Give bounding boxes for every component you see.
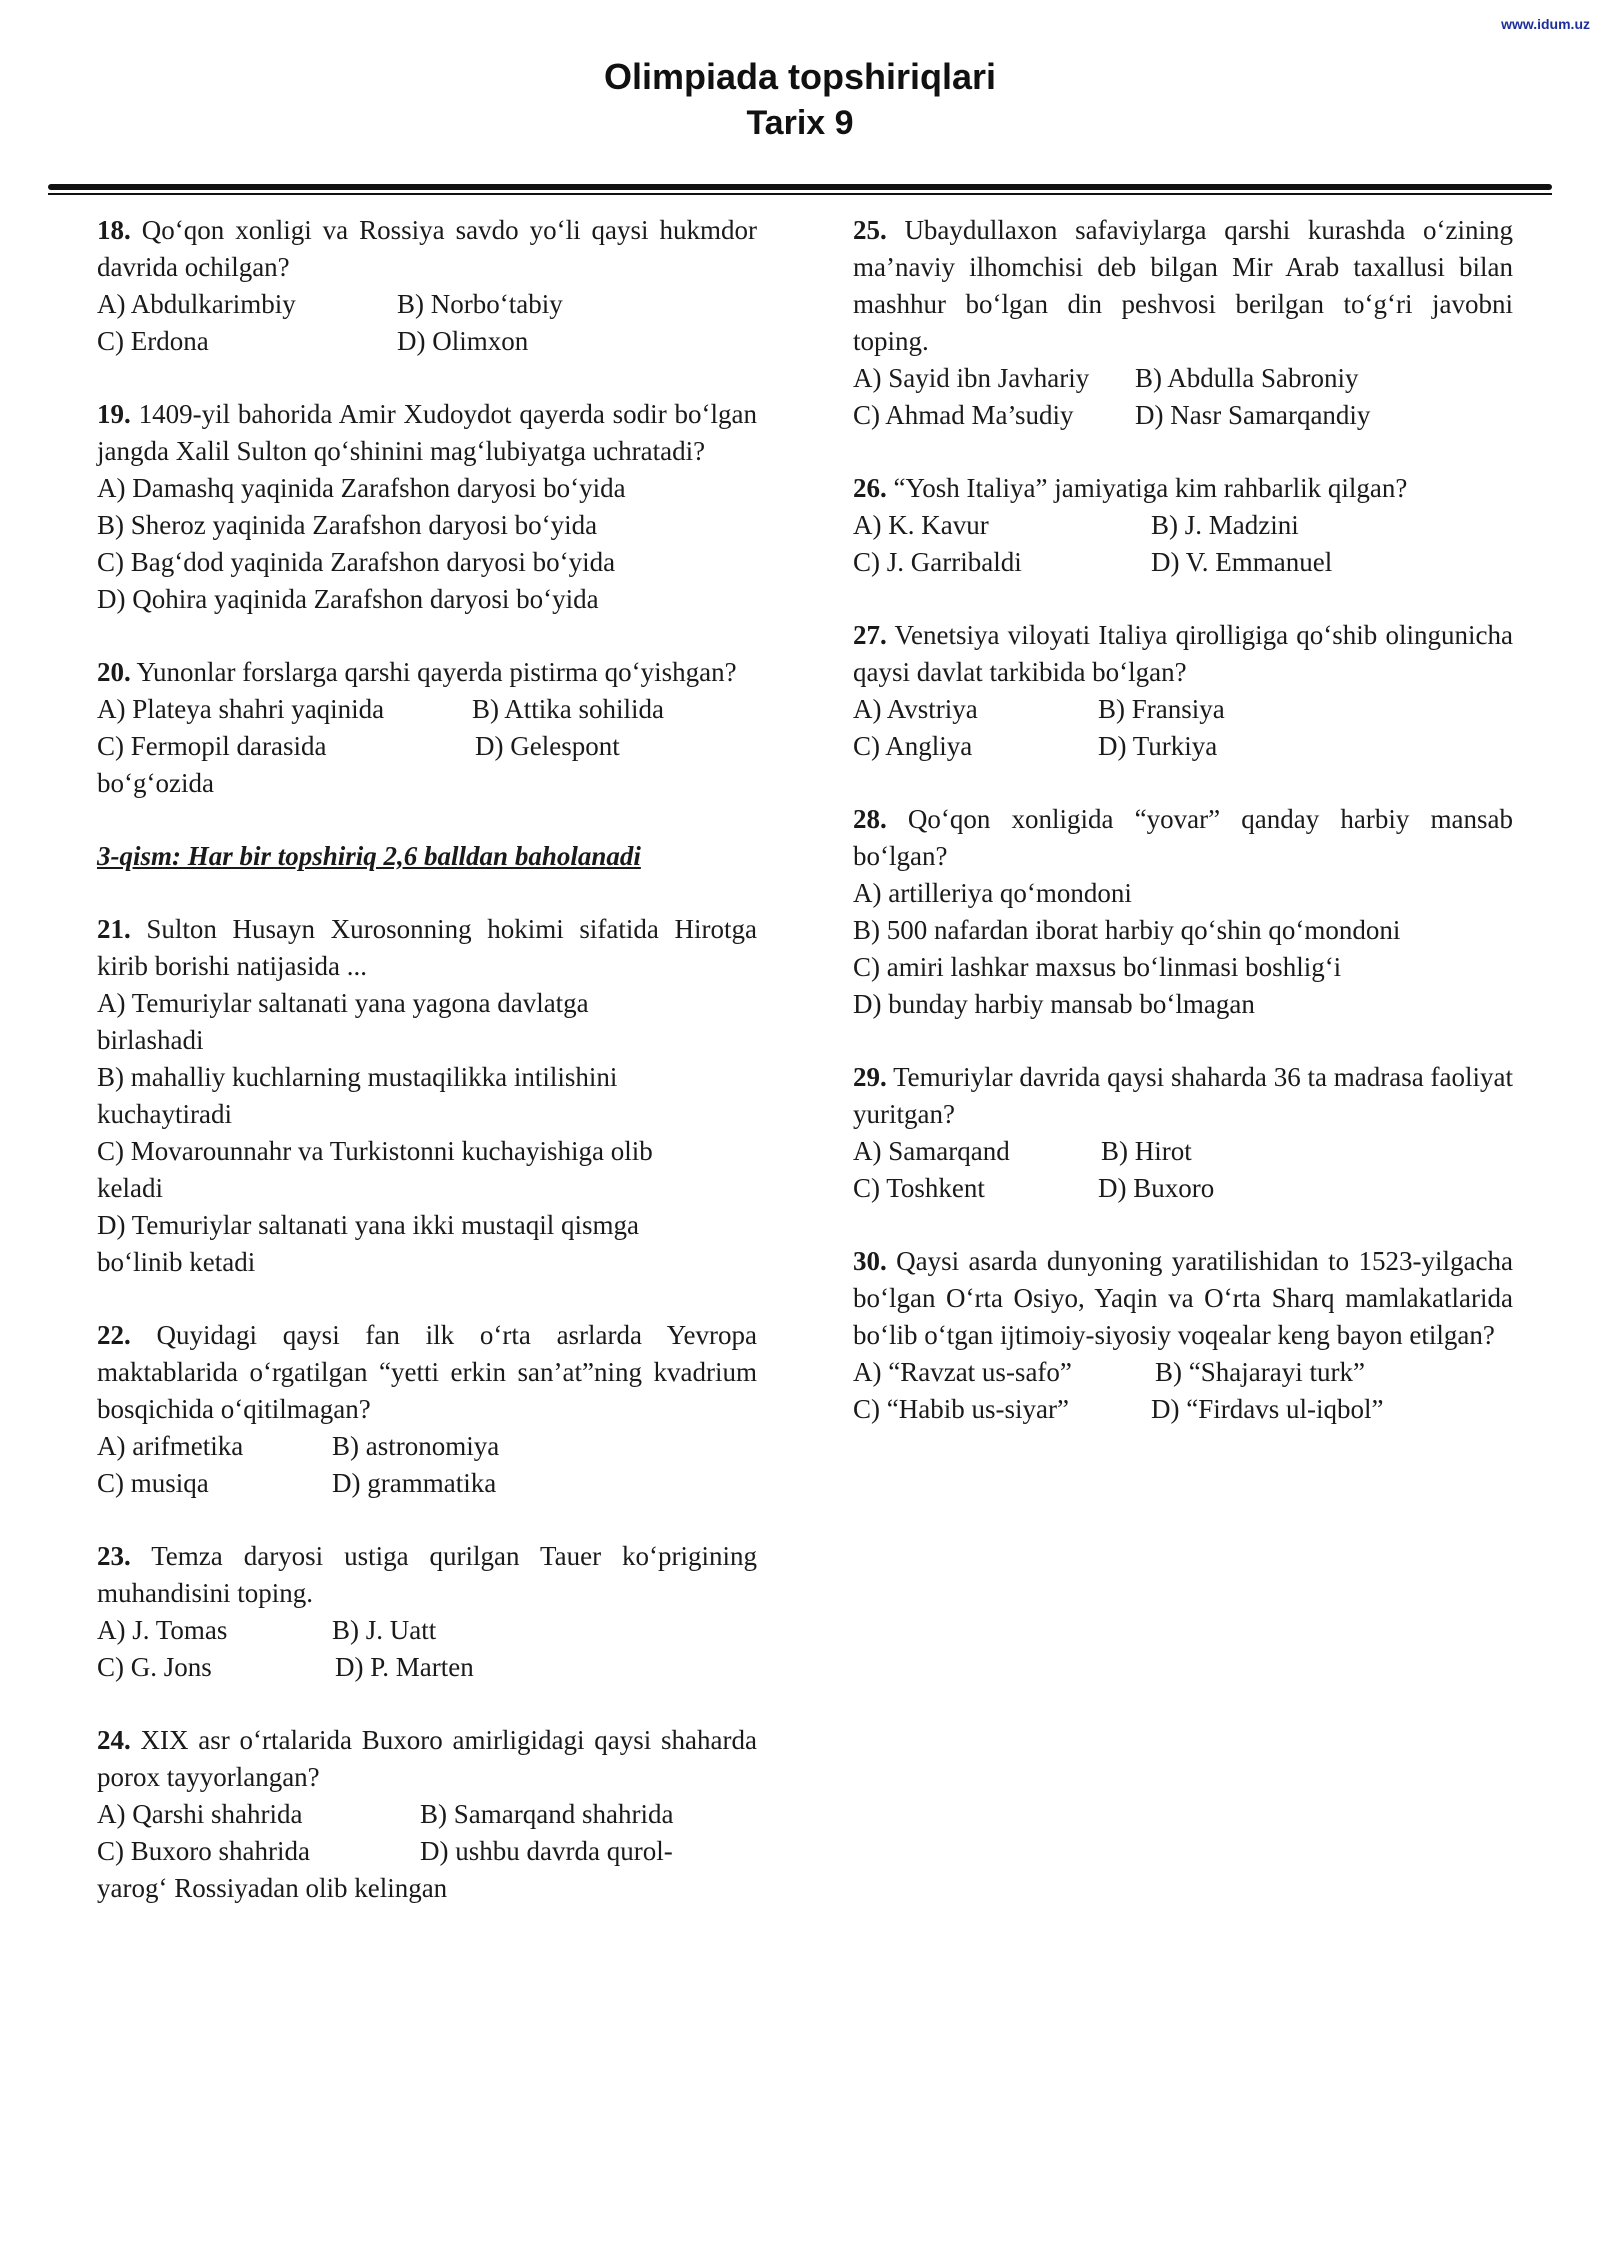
option-a: A) Avstriya (853, 694, 978, 724)
option-c: C) Ahmad Ma’sudiy (853, 400, 1074, 430)
option-b: B) Attika sohilida (472, 694, 664, 724)
question-number: 26. (853, 473, 887, 503)
question-number: 23. (97, 1541, 131, 1571)
option-a: A) Samarqand (853, 1136, 1010, 1166)
question-27 (853, 617, 1513, 765)
question-20 (97, 654, 757, 802)
question-text: Venetsiya viloyati Italiya qirolligiga qo‘shib olingunicha qaysi davlat tarkibida bo‘lgan? (853, 620, 1513, 687)
question-text: Qo‘qon xonligi va Rossiya savdo yo‘li qaysi hukmdor davrida ochilgan? (97, 215, 758, 282)
question-text: Temza daryosi ustiga qurilgan Tauer ko‘prigining muhandisini toping. (97, 1541, 757, 1608)
question-number: 21. (97, 914, 131, 944)
option-a: A) Plateya shahri yaqinida (97, 694, 385, 724)
question-24 (97, 1722, 757, 1907)
option-a: A) Damashq yaqinida Zarafshon daryosi bo‘yida (97, 473, 626, 503)
option-d: D) Olimxon (397, 326, 529, 356)
option-d: D) Buxoro (1098, 1173, 1215, 1203)
option-d: D) “Firdavs ul-iqbol” (1151, 1394, 1384, 1424)
option-b: B) Abdulla Sabroniy (1135, 363, 1359, 393)
section-heading: 3-qism: Har bir topshiriq 2,6 balldan baholanadi (97, 841, 641, 871)
option-b: B) Hirot (1101, 1136, 1192, 1166)
option-d: D) Temuriylar saltanati yana ikki mustaqil qismga bo‘linib ketadi (97, 1210, 639, 1277)
option-b: B) mahalliy kuchlarning mustaqilikka intilishini kuchaytiradi (97, 1062, 618, 1129)
option-c: C) Angliya (853, 731, 973, 761)
question-number: 18. (97, 215, 131, 245)
option-d-continued: bo‘g‘ozida (97, 768, 214, 798)
question-number: 20. (97, 657, 131, 687)
option-c: C) Bag‘dod yaqinida Zarafshon daryosi bo‘yida (97, 547, 616, 577)
option-b: B) 500 nafardan iborat harbiy qo‘shin qo‘mondoni (853, 915, 1401, 945)
question-number: 24. (97, 1725, 131, 1755)
page-subtitle: Tarix 9 (746, 104, 854, 142)
page-title: Olimpiada topshiriqlari (603, 56, 997, 97)
option-d: D) grammatika (332, 1468, 497, 1498)
option-a: A) K. Kavur (853, 510, 989, 540)
question-number: 25. (853, 215, 887, 245)
option-b: B) Samarqand shahrida (420, 1799, 674, 1829)
option-c: C) “Habib us-siyar” (853, 1394, 1069, 1424)
option-c: C) amiri lashkar maxsus bo‘linmasi boshlig‘i (853, 952, 1342, 982)
question-29 (853, 1059, 1513, 1207)
option-b: B) astronomiya (332, 1431, 500, 1461)
option-b: B) “Shajarayi turk” (1155, 1357, 1365, 1387)
question-text: XIX asr o‘rtalarida Buxoro amirligidagi qaysi shaharda porox tayyorlangan? (97, 1725, 758, 1792)
option-d: D) ushbu davrda qurol- (420, 1836, 673, 1866)
question-28 (853, 801, 1513, 1023)
question-21 (97, 911, 757, 1281)
option-c: C) G. Jons (97, 1652, 212, 1682)
option-a: A) artilleriya qo‘mondoni (853, 878, 1132, 908)
question-number: 22. (97, 1320, 131, 1350)
option-c: C) Erdona (97, 326, 209, 356)
question-text: Yunonlar forslarga qarshi qayerda pistirma qo‘yishgan? (136, 657, 737, 687)
question-number: 30. (853, 1246, 887, 1276)
header-divider (48, 184, 1552, 195)
option-b: B) J. Madzini (1151, 510, 1299, 540)
question-23 (97, 1538, 757, 1686)
question-text: 1409-yil bahorida Amir Xudoydot qayerda sodir bo‘lgan jangda Xalil Sulton qo‘shinini mag‘lubiyatga uchratadi? (97, 399, 757, 466)
left-column (97, 212, 757, 1943)
option-c: C) Movarounnahr va Turkistonni kuchayishiga olib keladi (97, 1136, 653, 1203)
option-d: D) Turkiya (1098, 731, 1218, 761)
question-text: Ubaydullaxon safaviylarga qarshi kurashda o‘zining ma’naviy ilhomchisi deb bilgan Mir Arab taxallusi bilan mashhur bo‘lgan din peshvosi berilgan to‘g‘ri javobni toping. (853, 215, 1514, 356)
option-c: C) J. Garribaldi (853, 547, 1022, 577)
question-text: Quyidagi qaysi fan ilk o‘rta asrlarda Yevropa maktablarida o‘rgatilgan “yetti erkin san’at”ning kvadrium bosqichida o‘qitilmagan? (97, 1320, 757, 1424)
question-19 (97, 396, 757, 618)
question-number: 27. (853, 620, 887, 650)
question-18 (97, 212, 757, 360)
option-a: A) Qarshi shahrida (97, 1799, 303, 1829)
option-c: C) Toshkent (853, 1173, 985, 1203)
question-number: 28. (853, 804, 887, 834)
question-number: 19. (97, 399, 131, 429)
option-d-continued: yarog‘ Rossiyadan olib kelingan (97, 1873, 448, 1903)
option-c: C) musiqa (97, 1468, 209, 1498)
option-a: A) “Ravzat us-safo” (853, 1357, 1072, 1387)
question-25 (853, 212, 1513, 434)
option-c: C) Fermopil darasida (97, 731, 327, 761)
question-text: “Yosh Italiya” jamiyatiga kim rahbarlik qilgan? (893, 473, 1408, 503)
option-b: B) Norbo‘tabiy (397, 289, 563, 319)
question-26 (853, 470, 1513, 581)
option-d: D) Qohira yaqinida Zarafshon daryosi bo‘yida (97, 584, 599, 614)
option-d: D) bunday harbiy mansab bo‘lmagan (853, 989, 1255, 1019)
option-d: D) P. Marten (335, 1652, 474, 1682)
option-a: A) arifmetika (97, 1431, 244, 1461)
option-a: A) Sayid ibn Javhariy (853, 363, 1090, 393)
option-d: D) Gelespont (475, 731, 620, 761)
option-b: B) Sheroz yaqinida Zarafshon daryosi bo‘yida (97, 510, 598, 540)
option-a: A) J. Tomas (97, 1615, 228, 1645)
option-a: A) Temuriylar saltanati yana yagona davlatga birlashadi (97, 988, 589, 1055)
question-text: Temuriylar davrida qaysi shaharda 36 ta madrasa faoliyat yuritgan? (853, 1062, 1513, 1129)
question-text: Qo‘qon xonligida “yovar” qanday harbiy mansab bo‘lgan? (853, 804, 1514, 871)
right-column (853, 212, 1513, 1464)
question-text: Sulton Husayn Xurosonning hokimi sifatida Hirotga kirib borishi natijasida ... (97, 914, 758, 981)
option-c: C) Buxoro shahrida (97, 1836, 310, 1866)
question-30 (853, 1243, 1513, 1428)
site-url: www.idum.uz (1501, 16, 1590, 32)
option-b: B) J. Uatt (332, 1615, 437, 1645)
question-number: 29. (853, 1062, 887, 1092)
option-d: D) Nasr Samarqandiy (1135, 400, 1371, 430)
option-a: A) Abdulkarimbiy (97, 289, 296, 319)
option-d: D) V. Emmanuel (1151, 547, 1333, 577)
question-text: Qaysi asarda dunyoning yaratilishidan to 1523-yilgacha bo‘lgan O‘rta Osiyo, Yaqin va O‘rta Sharq mamlakatlarida bo‘lib o‘tgan ijtimoiy-siyosiy voqealar keng bayon etilgan? (853, 1246, 1513, 1350)
option-b: B) Fransiya (1098, 694, 1225, 724)
question-22 (97, 1317, 757, 1502)
